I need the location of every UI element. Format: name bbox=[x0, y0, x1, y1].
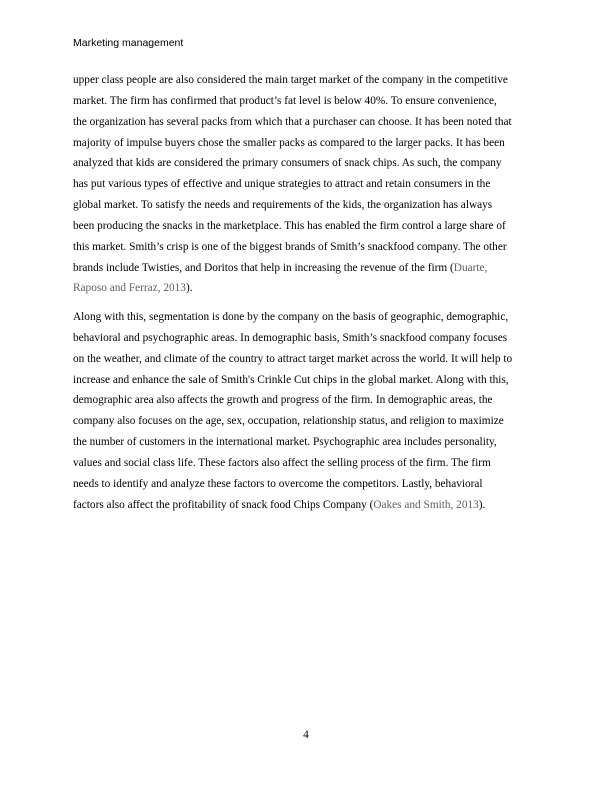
page-number: 4 bbox=[303, 729, 309, 741]
text-line-with-citation bbox=[73, 278, 553, 299]
text-line: values and social class life. These factors also affect the selling process of the firm. The firm bbox=[73, 456, 491, 469]
line-text: factors also affect the profitability of snack food Chips Company ( bbox=[73, 498, 374, 511]
body-paragraph bbox=[73, 70, 553, 299]
text-line: analyzed that kids are considered the primary consumers of snack chips. As such, the company bbox=[73, 157, 502, 170]
text-line: been producing the snacks in the marketplace. This has enabled the firm control a large share of bbox=[73, 219, 506, 232]
text-line: Along with this, segmentation is done by the company on the basis of geographic, demographic, bbox=[73, 311, 509, 323]
citation-link[interactable]: Oakes and Smith, 2013 bbox=[373, 498, 479, 511]
text-line: the organization has several packs from which that a purchaser can choose. It has been noted that bbox=[73, 115, 512, 128]
line-text: ). bbox=[478, 498, 486, 511]
text-line: demographic area also affects the growth and progress of the firm. In demographic areas, the bbox=[73, 394, 493, 407]
text-line: market. The firm has confirmed that product’s fat level is below 40%. To ensure convenience, bbox=[73, 94, 497, 107]
running-header: Marketing management bbox=[73, 37, 184, 49]
text-line: global market. To satisfy the needs and requirements of the kids, the organization has always bbox=[73, 199, 493, 212]
text-line: behavioral and psychographic areas. In demographic basis, Smith’s snackfood company focuses bbox=[73, 331, 508, 344]
citation-link[interactable]: Raposo and Ferraz, 2013 bbox=[73, 282, 186, 295]
text-line: increase and enhance the sale of Smith's Crinkle Cut chips in the global market. Along with this, bbox=[73, 373, 509, 386]
line-text: brands include Twisties, and Doritos that help in increasing the revenue of the firm ( bbox=[73, 261, 454, 274]
line-text: ). bbox=[185, 282, 193, 295]
text-line: has put various types of effective and unique strategies to attract and retain consumers in the bbox=[73, 178, 491, 191]
text-line: on the weather, and climate of the country to attract target market across the world. It will help to bbox=[73, 352, 513, 365]
text-line-with-citation bbox=[73, 258, 553, 279]
text-line: the number of customers in the international market. Psychographic area includes personality, bbox=[73, 436, 497, 449]
text-line: company also focuses on the age, sex, occupation, relationship status, and religion to maximize bbox=[73, 415, 504, 428]
text-line: this market. Smith’s crisp is one of the biggest brands of Smith’s snackfood company. The other bbox=[73, 240, 507, 253]
text-line: majority of impulse buyers chose the smaller packs as compared to the larger packs. It has been bbox=[73, 136, 505, 149]
text-line: upper class people are also considered the main target market of the company in the competitive bbox=[73, 74, 508, 86]
text-line-with-citation bbox=[73, 495, 553, 516]
text-line: needs to identify and analyze these factors to overcome the competitors. Lastly, behavioral bbox=[73, 477, 483, 490]
citation-link[interactable]: Duarte, bbox=[453, 261, 488, 274]
body-paragraph bbox=[73, 307, 553, 515]
